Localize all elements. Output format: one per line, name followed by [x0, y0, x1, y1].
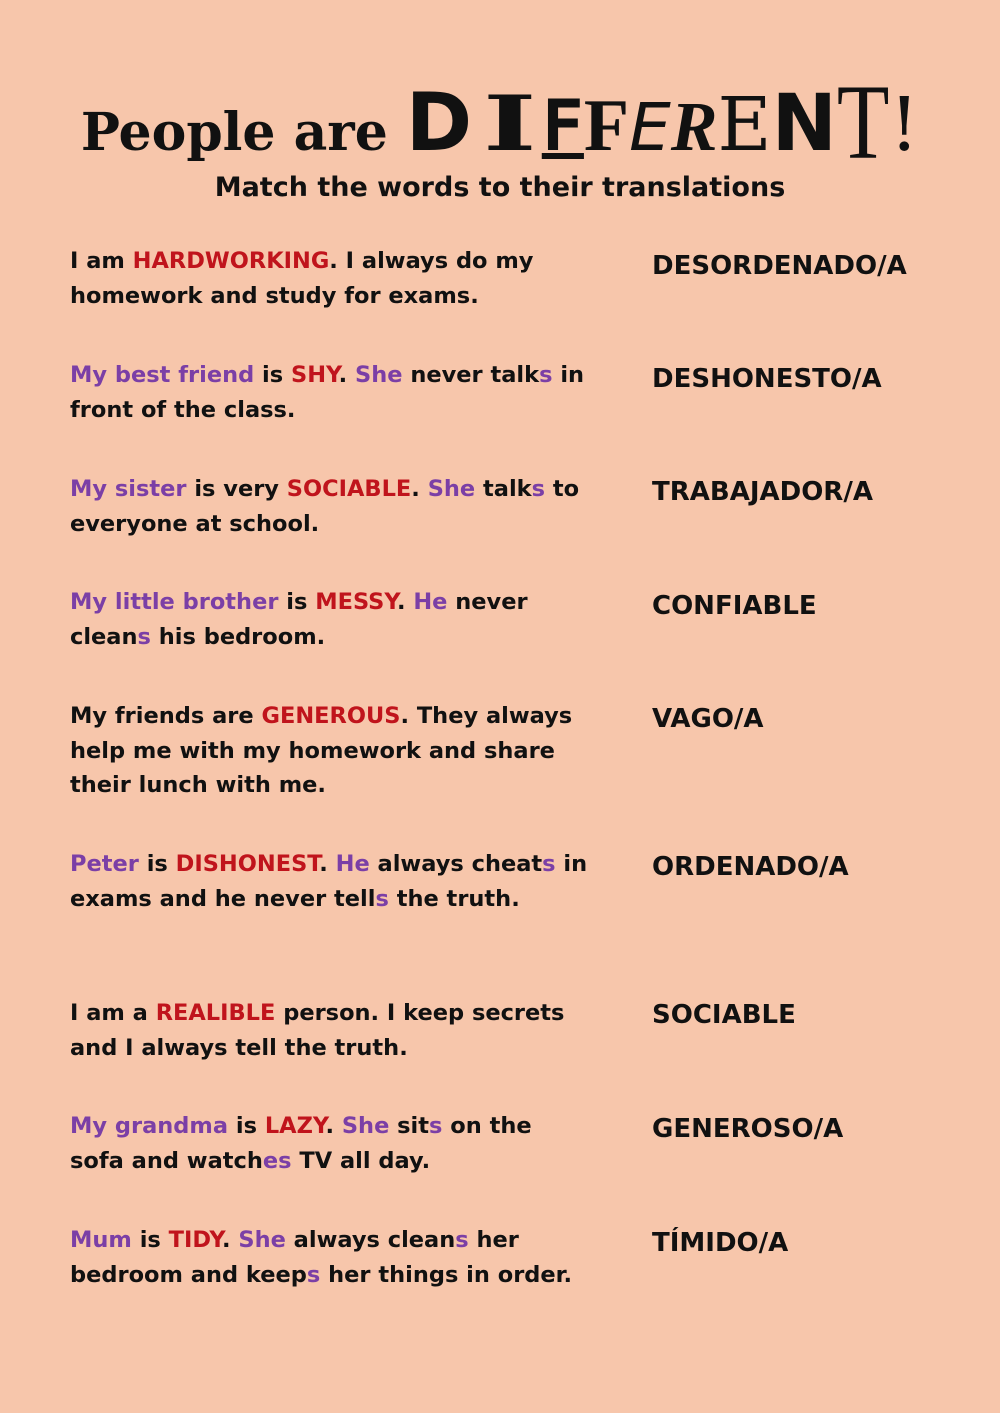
translation-word[interactable]: CONFIABLE	[652, 591, 817, 621]
sentence-item	[70, 244, 590, 313]
instructions-subtitle: Match the words to their translations	[214, 172, 786, 203]
sentence-item	[70, 1109, 590, 1178]
translation-word[interactable]: ORDENADO/A	[652, 852, 849, 882]
sentence-text: I am	[70, 248, 133, 274]
sentence-text: always cheat	[369, 851, 543, 877]
sentence-text: . They always help me with my homework and share their lunch with me.	[70, 703, 573, 798]
sentence-text: on the sofa and watch	[70, 1113, 532, 1174]
subject-word: My best friend	[70, 362, 255, 388]
sentence-text: I am a	[70, 1000, 156, 1026]
title-decorative-word	[405, 61, 920, 181]
subject-word: She	[341, 1113, 390, 1139]
subject-word: My little brother	[70, 589, 279, 615]
subject-word: s	[306, 1261, 321, 1288]
page-title	[0, 61, 1000, 181]
sentence-text: .	[325, 1113, 342, 1139]
adjective-word: REALIBLE	[155, 1000, 276, 1026]
sentence-item	[70, 358, 590, 427]
sentence-text: .	[411, 476, 428, 502]
adjective-word: SHY	[291, 362, 339, 388]
sentence-text: the truth.	[388, 885, 520, 912]
sentence-text: her things in order.	[320, 1261, 573, 1288]
sentence-text: his bedroom.	[150, 623, 326, 650]
sentence-item	[70, 472, 590, 541]
subject-word: s	[375, 885, 389, 912]
title-letter: R	[670, 89, 718, 166]
title-letter: E	[629, 89, 671, 166]
title-letter: D	[405, 76, 479, 169]
subject-word: He	[335, 851, 370, 877]
subject-word: She	[427, 476, 476, 502]
title-letter: T	[836, 61, 890, 181]
sentence-text: in exams and he never tell	[70, 851, 588, 912]
sentence-text: to everyone at school.	[70, 476, 580, 537]
subject-word: My grandma	[70, 1113, 229, 1139]
sentence-item	[70, 585, 590, 654]
subject-word: es	[262, 1147, 292, 1174]
adjective-word: GENEROUS	[261, 703, 401, 729]
sentence-text: always clean	[285, 1227, 456, 1253]
sentence-item	[70, 699, 590, 803]
title-letter: F	[583, 85, 630, 167]
title-lead-text: People are	[80, 102, 388, 163]
subject-word: s	[137, 623, 151, 650]
sentence-item	[70, 847, 590, 916]
adjective-word: SOCIABLE	[286, 476, 412, 502]
translation-word[interactable]: TRABAJADOR/A	[652, 477, 873, 507]
sentence-text: . I always do my homework and study for exams.	[70, 248, 534, 309]
subject-word: She	[238, 1227, 286, 1253]
title-letter: F	[541, 85, 584, 167]
sentence-text: .	[319, 851, 336, 877]
title-letter: I	[483, 79, 537, 168]
subject-word: s	[455, 1227, 469, 1253]
sentence-item	[70, 996, 590, 1065]
sentence-text: .	[396, 589, 414, 615]
adjective-word: LAZY	[264, 1113, 326, 1139]
title-letter: !	[889, 82, 920, 168]
subject-word: He	[413, 589, 448, 615]
adjective-word: DISHONEST	[175, 851, 320, 877]
sentence-text: TV all day.	[291, 1147, 431, 1174]
translation-word[interactable]: DESHONESTO/A	[652, 364, 882, 394]
sentence-text: never clean	[70, 589, 528, 650]
subject-word: Peter	[70, 851, 139, 877]
sentence-text: talk	[475, 476, 532, 502]
subject-word: s	[429, 1113, 443, 1139]
sentence-text: .	[221, 1227, 239, 1253]
sentence-text: is	[131, 1227, 169, 1253]
title-letter: E	[717, 82, 772, 168]
sentence-text: is	[254, 362, 291, 388]
sentence-text: is	[228, 1113, 265, 1139]
sentence-text: is	[138, 851, 176, 877]
adjective-word: MESSY	[315, 589, 397, 615]
sentence-text: is	[278, 589, 316, 615]
subject-word: s	[539, 362, 553, 388]
subject-word: My sister	[70, 476, 187, 502]
adjective-word: TIDY	[168, 1227, 222, 1253]
adjective-word: HARDWORKING	[132, 248, 330, 274]
title-letter: N	[771, 79, 837, 169]
translation-word[interactable]: SOCIABLE	[652, 1000, 796, 1030]
subject-word: Mum	[70, 1227, 132, 1253]
sentence-text: sit	[389, 1113, 430, 1139]
translation-word[interactable]: GENEROSO/A	[652, 1114, 844, 1144]
sentence-text: never talk	[402, 362, 540, 388]
subject-word: s	[542, 851, 556, 877]
sentence-text: person. I keep secrets and I always tell the truth.	[70, 1000, 565, 1061]
sentence-item	[70, 1223, 590, 1292]
sentence-text: in front of the class.	[70, 362, 585, 423]
translation-word[interactable]: DESORDENADO/A	[652, 251, 907, 281]
translation-word[interactable]: VAGO/A	[652, 704, 764, 734]
sentence-text: her bedroom and keep	[70, 1227, 519, 1288]
sentence-text: .	[338, 362, 355, 388]
sentence-text: is very	[186, 476, 287, 502]
subject-word: s	[531, 476, 546, 502]
translation-word[interactable]: TÍMIDO/A	[652, 1228, 789, 1258]
subject-word: She	[355, 362, 403, 388]
sentence-text: My friends are	[70, 703, 262, 729]
